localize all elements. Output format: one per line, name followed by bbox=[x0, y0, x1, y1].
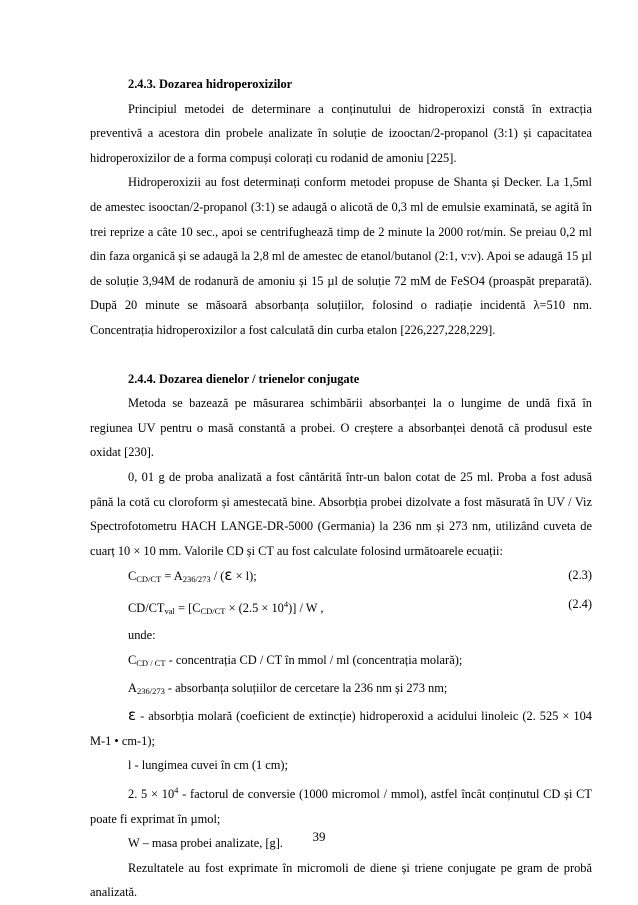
definition-w: W – masa probei analizate, [g]. bbox=[128, 836, 283, 851]
equation-body bbox=[128, 592, 323, 624]
equation-number: (2.3) bbox=[568, 568, 592, 583]
equation-2-3 bbox=[90, 563, 592, 592]
section-spacer bbox=[90, 343, 592, 367]
definition-subscript: CD / CT bbox=[136, 658, 166, 669]
definition-subscript: 236/273 bbox=[136, 685, 165, 696]
definition-a bbox=[90, 676, 592, 704]
paragraph: 0, 01 g de proba analizată a fost cântărită într-un balon cotat de 25 ml. Proba a fost adusă până la cotă cu cloroform și amestecată bine. Absorbția probei dizolvate a fost măsurată în UV / Viz Spectrofotometru HACH LANGE-DR-5000 (Germania) la 236 nm și 273 nm, utilizând cuveta de cuarț 10 × 10 mm. Valorile CD și CT au fost calculate folosind următoarele ecuații: bbox=[90, 469, 592, 558]
paragraph-results: Rezultatele au fost exprimate în micromoli de diene și triene conjugate pe gram de probă analizată. bbox=[90, 860, 592, 900]
equation-text: = A bbox=[161, 569, 183, 584]
equation-2-4 bbox=[90, 592, 592, 624]
paragraph: Metoda se bazează pe măsurarea schimbării absorbanței la o lungime de undă fixă în regiunea UV pentru o masă constantă a probei. O creștere a absorbanței denotă că produsul este oxidat [230]. bbox=[90, 396, 592, 460]
definition-text: 2. 5 × 10 bbox=[128, 787, 175, 802]
equation-subscript: CD/CT bbox=[136, 574, 162, 585]
definition-epsilon bbox=[90, 703, 592, 753]
definition-text: - concentrația CD / CT în mmol / ml (concentrația molară); bbox=[165, 653, 463, 668]
definitions-intro: unde: bbox=[128, 628, 156, 643]
page-number: 39 bbox=[312, 829, 326, 844]
paragraph-text: Hidroperoxizii au fost determinați conform metodei propuse de Shanta și Decker. La 1,5ml de amestec isooctan/2-propanol (3:1) se adaugă o alicotă de 0,3 ml de emulsie examinată, se agită în trei reprize a câte 10 sec., apoi se centrifughează timp de 2 minute la 2000 rot/min. Se preiau 0,2 ml din faza organică și se adaugă la 2,8 ml de amestec de etanol/butanol (2:1, v:v). Apoi se adaugă 15 µl de soluție 3,94M de rodanură de amoniu și 15 µl de soluție 72 mM de FeSO4 (proaspăt preparată). După 20 minute se măsoară absorbanța soluțiilor, folosind o radiație incidentă bbox=[90, 175, 592, 313]
equation-text: × (2.5 × 10 bbox=[225, 600, 284, 615]
lambda-symbol: λ bbox=[533, 298, 540, 313]
equation-text: / ( bbox=[210, 569, 225, 584]
definition-symbol: C bbox=[128, 653, 137, 668]
page-content bbox=[90, 72, 592, 905]
equation-number: (2.4) bbox=[568, 596, 592, 611]
equation-text: )] / W , bbox=[288, 600, 324, 615]
equation-subscript: 236/273 bbox=[182, 574, 211, 585]
equation-subscript: val bbox=[164, 605, 175, 616]
definition-text: - absorbția molară (coeficient de extincție) hidroperoxid a acidului linoleic (2. 525 × 104 M-1 • cm-1); bbox=[90, 709, 592, 748]
equation-text: C bbox=[128, 569, 137, 584]
equation-subscript: CD/CT bbox=[200, 605, 226, 616]
section-heading-hydroperoxides: 2.4.3. Dozarea hidroperoxizilor bbox=[128, 77, 293, 91]
definition-factor bbox=[90, 778, 592, 831]
definition-text: - absorbanța soluțiilor de cercetare la 236 nm și 273 nm; bbox=[164, 680, 448, 695]
equation-superscript: 4 bbox=[283, 598, 289, 609]
definition-symbol: A bbox=[128, 680, 137, 695]
equation-text: × l); bbox=[232, 569, 257, 584]
paragraph-text: =510 nm. Concentrația hidroperoxizilor a fost calculată din curba etalon [226,227,228,229]. bbox=[90, 298, 592, 337]
equation-text: = [C bbox=[174, 600, 201, 615]
equation-text: CD/CT bbox=[128, 600, 165, 615]
paragraph bbox=[90, 170, 592, 342]
definition-superscript: 4 bbox=[174, 785, 179, 796]
epsilon-symbol: ε bbox=[128, 706, 137, 725]
paragraph: Principiul metodei de determinare a conținutului de hidroperoxizi constă în extracția preventivă a acestora din probele analizate în soluție de izooctan/2-propanol (3:1) și capacitatea hidroperoxizilor de a forma compuși colorați cu rodanid de amoniu [225]. bbox=[90, 101, 592, 165]
definition-text: - factorul de conversie (1000 micromol / mmol), astfel încât conținutul CD și CT poate fi exprimat în µmol; bbox=[90, 787, 592, 826]
epsilon-symbol: ε bbox=[224, 566, 233, 585]
equation-body bbox=[128, 563, 257, 592]
definition-c bbox=[90, 648, 592, 676]
section-heading-conjugated-dienes: 2.4.4. Dozarea dienelor / trienelor conjugate bbox=[128, 371, 360, 386]
definition-l: l - lungimea cuvei în cm (1 cm); bbox=[128, 758, 288, 773]
